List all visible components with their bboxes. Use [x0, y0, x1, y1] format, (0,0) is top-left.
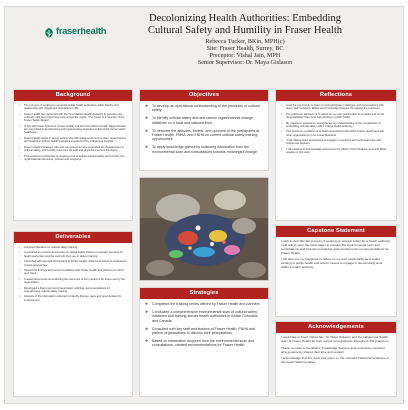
acknowledgements-paragraph: Thank you also to the Elders, Knowledge Keepers and community members who generously shared their time and wisdom. — [281, 345, 386, 354]
list-item: • The process of working to recognize settler health authorities within identity and relationship with Indigenous populations in BC — [19, 104, 127, 111]
capstone-panel — [275, 225, 397, 317]
list-item: • Completed an environmental scan of cultural safety training in Canada, focusing on health authorities and the methods they use to deliver training — [19, 251, 127, 258]
background-heading: Background — [14, 90, 132, 101]
strategies-panel — [139, 287, 269, 397]
objectives-list — [145, 104, 263, 154]
beadwork-photo — [139, 177, 269, 281]
preceptor-line: Preceptor: Vishal Jain, MPH — [209, 52, 281, 59]
list-item: • Fraser Health works in strong partnership with Indigenous communities, organizations and leaders to reduce health inequities experienced by Indigenous peoples — [19, 137, 127, 144]
list-item: • Developed a final report and presentation outlining recommendations for strengthening cultural safety training — [19, 287, 127, 294]
list-item: • My practicum experience strengthened my understanding of the complexities of embedding cultural safety within a large health authority — [281, 122, 391, 129]
background-list — [19, 104, 127, 161]
deliverables-heading: Deliverables — [14, 232, 132, 243]
background-panel — [13, 89, 133, 221]
list-item: • This practicum enabled me to build connections both within Fraser Health and with other organizations in the Lower Mainland — [281, 130, 391, 137]
acknowledgements-heading: Acknowledgements — [276, 322, 396, 333]
list-item: ❖ Conducted a comprehensive environmental scan of cultural safety initiatives and training across health authorities in British Columbia and Canada — [145, 310, 263, 323]
list-item: • I had the opportunity to listen to and participate in dialogue and conversations with many staff members, Elders and Knowledge Keepers throughout the practicum — [281, 104, 391, 111]
list-item: ❖ Consulted with key staff and leaders at Fraser Health, FNHA and partner organizations to discuss their perspectives — [145, 327, 263, 335]
acknowledgements-panel — [275, 321, 397, 397]
deliverables-list — [19, 246, 127, 302]
fraserhealth-leaf-icon — [43, 27, 55, 39]
deliverables-panel — [13, 231, 133, 397]
list-item: • The practicum allowed me to reflect on my own positionality as a settler and on the responsibilities that come with working in public health — [281, 113, 391, 120]
strategies-list — [145, 302, 263, 348]
list-item: • Analysis of the information collected to identify themes, gaps and opportunities for improvement — [19, 295, 127, 302]
poster-header — [5, 7, 404, 66]
capstone-paragraph: I will also use my Capstone to reflect on my own positionality as a settler working in public health and what it means to engage in decolonizing work within a health authority. — [281, 257, 383, 270]
poster — [4, 6, 404, 404]
list-item: • Compiled literature on cultural safety training — [19, 246, 127, 249]
list-item: • Fraser Health has partnered with the First Nations Health Authority to provide more culturally safe and responsive care across the region. The Fraser is a member of the Fraser Salish Region — [19, 113, 127, 123]
objectives-panel — [139, 89, 269, 171]
list-item: • In line with these directions, Fraser Health and the First Nations Health Regional team are committed to decolonizing and implementing strategies to dismantle racism within healthcare — [19, 125, 127, 135]
site-line: Site: Fraser Health, Surrey, BC — [206, 45, 284, 52]
list-item: • This practicum contributes to ongoing work to embed cultural safety and humility into organizational structures, policies and programs — [19, 155, 127, 162]
strategies-heading: Strategies — [140, 288, 268, 299]
logo-text: fraserhealth — [56, 26, 107, 36]
list-item: • Consulted with key staff and leaders at Fraser Health, FNHA and others to understand current approaches — [19, 260, 127, 267]
list-item: • I built relationships and learned to engage in respectful and reciprocal ways with Indigenous partners — [281, 139, 391, 146]
list-item: • Created documents summarizing the outcomes of the practicum for future use by the organization — [19, 278, 127, 285]
list-item: • I will continue to acknowledge and honour the efforts of First Nations, Inuit and Métis peoples in this work — [281, 148, 391, 155]
reflections-heading: Reflections — [276, 90, 396, 101]
list-item: ❖ Completed the training series offered by Fraser Health and partners — [145, 302, 263, 306]
list-item: • Fraser Health's strategic plan and commitments have supported the development of cultural safety and humility resources for staff and physicians across the region — [19, 146, 127, 153]
reflections-list — [281, 104, 391, 155]
list-item: ❖ To apply knowledge gained by collecting information from the environmental scan and consultations towards meaningful change — [145, 145, 263, 153]
capstone-paragraph: I wish to describe the process of working on cultural safety for a health authority. I will reflect upon the steps taken to prepare the environmental scan and consultations and how the knowledge gained informs the recommendations for Fraser Health. — [281, 239, 391, 255]
list-item: ❖ To describe the attitudes, beliefs, and opinions of the participants at Fraser Health, FNHA, and FNHA on current cultural safety training opportunities — [145, 129, 263, 142]
supervisor-line: Senior Supervisor: Dr. Maya Gislason — [197, 59, 293, 66]
author-name: Rebecca Tucker, BKin, MPH(c) — [205, 38, 285, 45]
acknowledgements-paragraph: I would like to thank Vishal Jain, Dr. Maya Gislason and the Indigenous Health team at Fraser Health for their support and guidance throughout this practicum. — [281, 335, 390, 343]
title-line-1: Decolonizing Health Authorities: Embedding — [148, 13, 342, 24]
beadwork-illustration — [140, 178, 269, 281]
list-item: ❖ Based on information acquired from the environmental scan and consultations, created recommendations for Fraser Health — [145, 339, 263, 347]
reflections-panel — [275, 89, 397, 221]
capstone-heading: Capstone Statement — [276, 226, 396, 237]
acknowledgements-paragraph: I acknowledge that this work took place on the unceded traditional territories of the Coast Salish peoples. — [281, 356, 389, 365]
list-item: ❖ To identify cultural safety and anti-racism organizational change initiatives on a local and national level — [145, 116, 263, 124]
list-item: ❖ To develop an operational understanding of the principles of cultural safety — [145, 104, 263, 112]
objectives-heading: Objectives — [140, 90, 268, 101]
poster-title — [105, 13, 385, 37]
title-line-2: Cultural Safety and Humility in Fraser Health — [147, 25, 343, 36]
list-item: • Shared the findings and recommendations with Fraser Health and partners to inform next steps — [19, 269, 127, 276]
